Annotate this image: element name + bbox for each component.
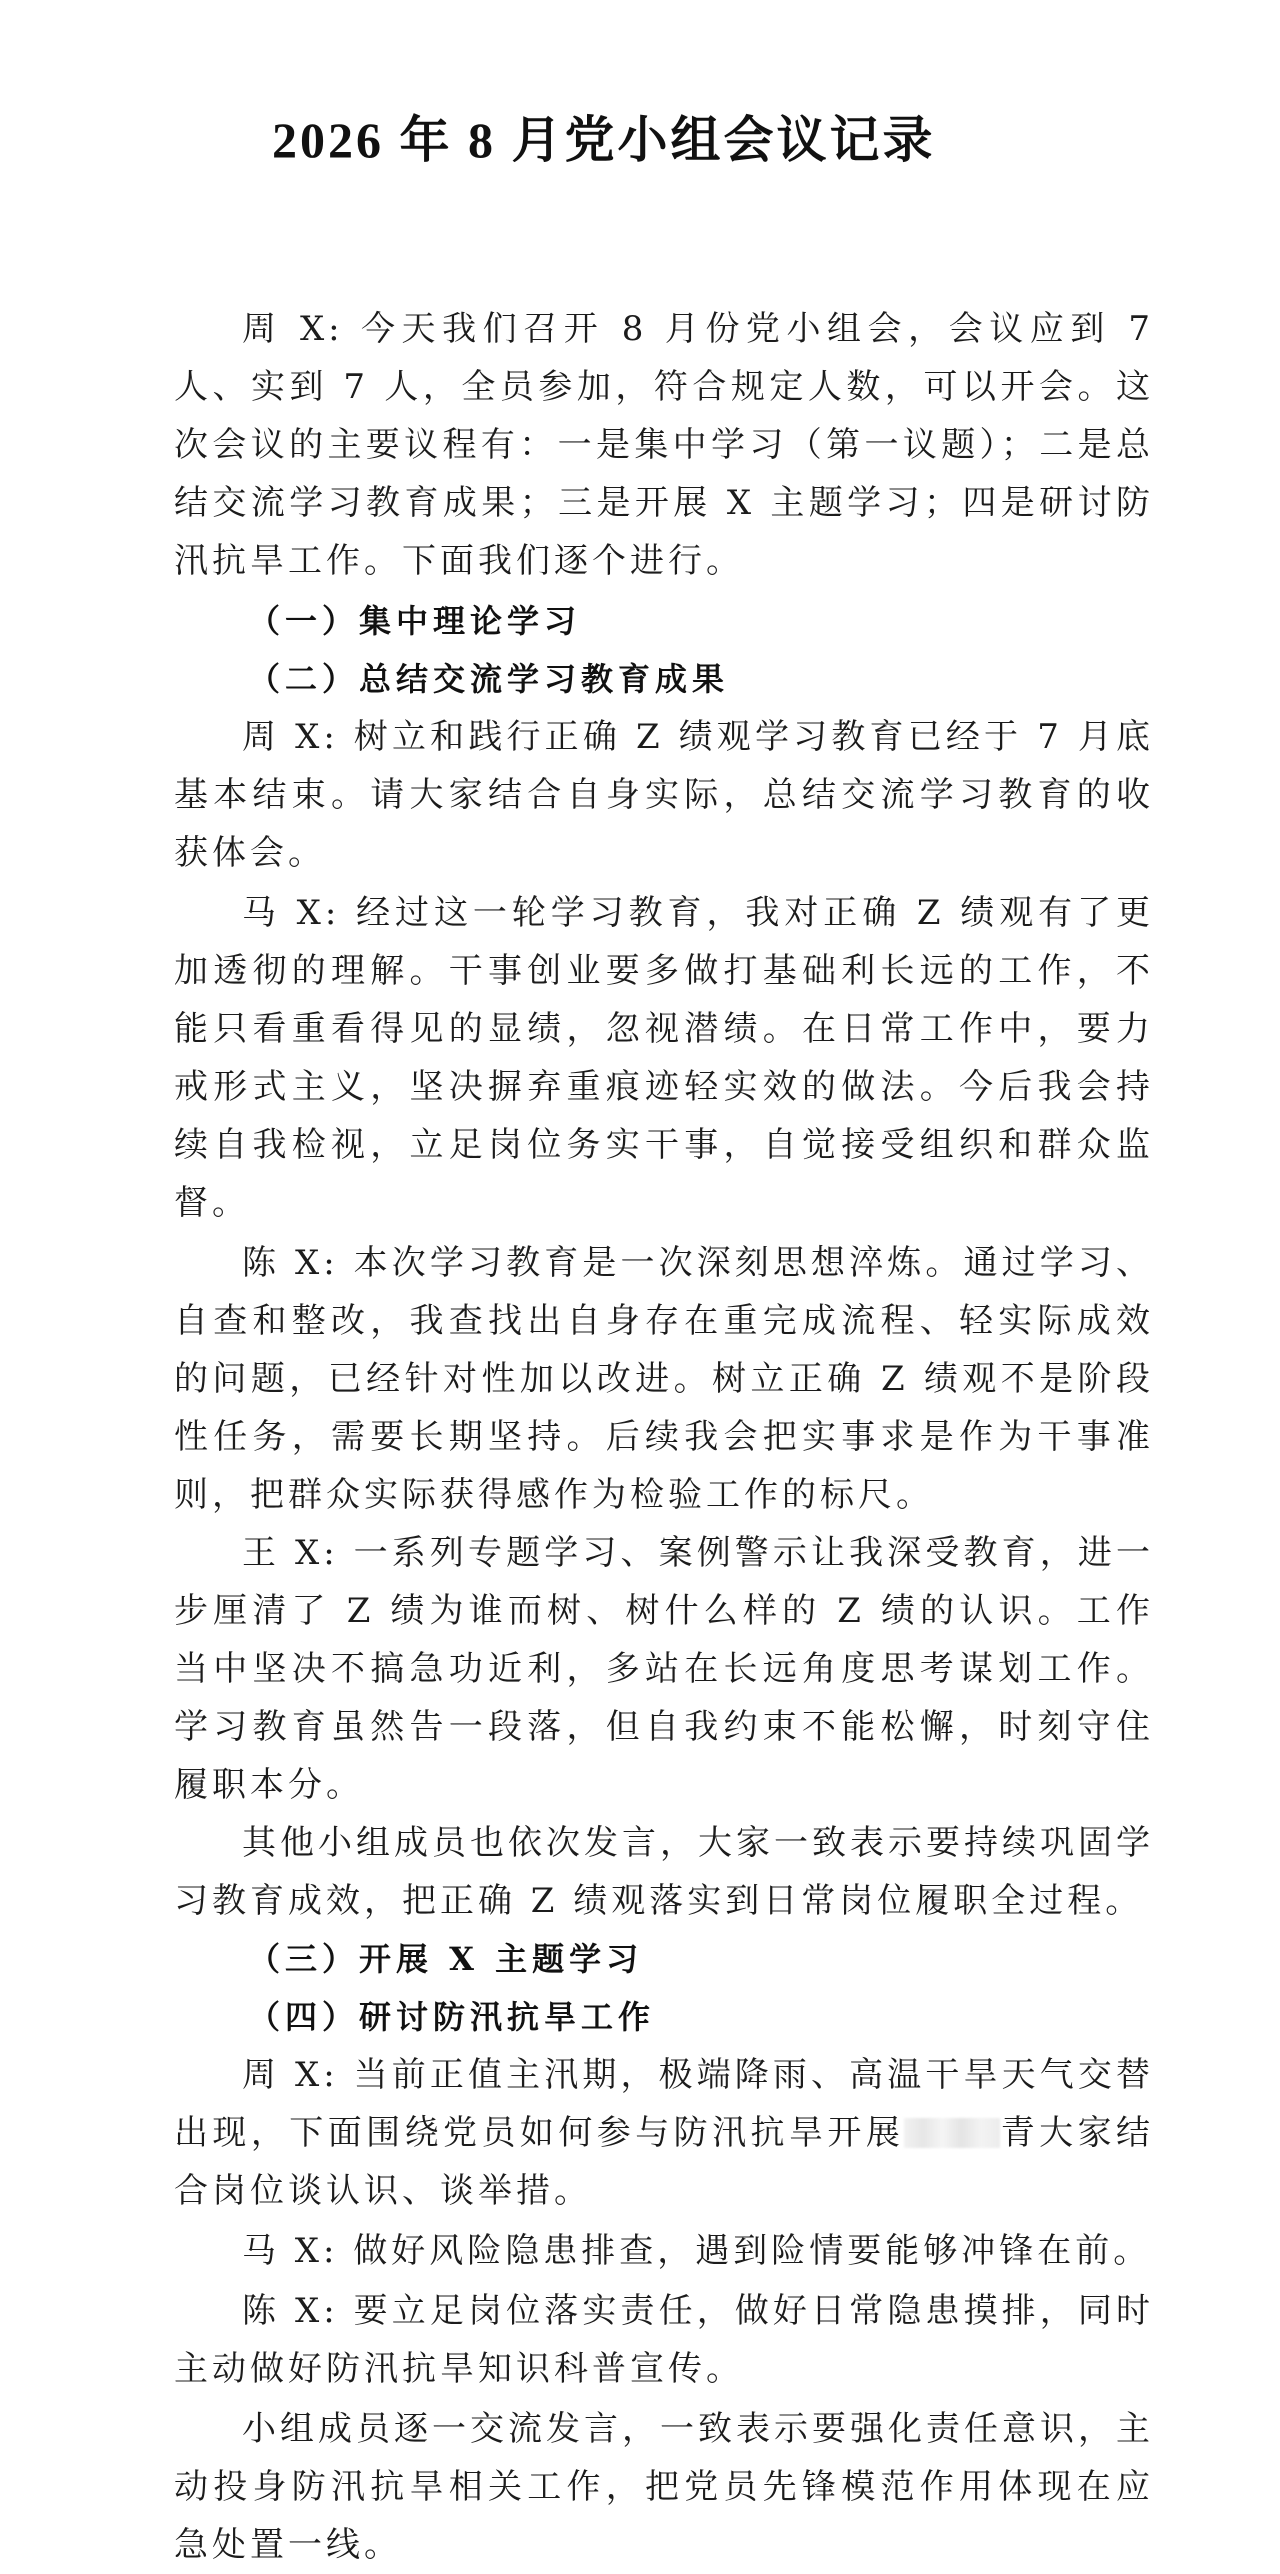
paragraph-chen-2: 陈 X: 要立足岗位落实责任，做好日常隐患摸排，同时主动做好防汛抗旱知识科普宣传。	[174, 2291, 1154, 2389]
section-heading-2: （二）总结交流学习教育成果	[248, 660, 730, 698]
section-heading-3: （三）开展 X 主题学习	[248, 1940, 644, 1978]
paragraph-zhou-2-after: 青大家结合岗位谈认识、谈举措。	[174, 2113, 1155, 2211]
section-heading-1: （一）集中理论学习	[248, 602, 582, 640]
paragraph-zhou-1: 周 X: 树立和践行正确 Z 绩观学习教育已经于 7 月底基本结束。请大家结合自身实际，总结交流学习教育的收获体会。	[174, 717, 1154, 873]
document-title: 2026 年 8 月党小组会议记录	[272, 112, 936, 168]
document-body	[174, 300, 1154, 2574]
paragraph-ma-1: 马 X: 经过这一轮学习教育，我对正确 Z 绩观有了更加透彻的理解。干事创业要多做打基础利长远的工作，不能只看重看得见的显绩，忽视潜绩。在日常工作中，要力戒形式主义，坚决摒弃重痕迹轻实效的做法。今后我会持续自我检视，立足岗位务实干事，自觉接受组织和群众监督。	[174, 893, 1154, 1223]
paragraph-others-1: 其他小组成员也依次发言，大家一致表示要持续巩固学习教育成效，把正确 Z 绩观落实到日常岗位履职全过程。	[174, 1823, 1154, 1921]
paragraph-wang-1: 王 X: 一系列专题学习、案例警示让我深受教育，进一步厘清了 Z 绩为谁而树、树什么样的 Z 绩的认识。工作当中坚决不搞急功近利，多站在长远角度思考谋划工作。学习教育虽然告一段落，但自我约束不能松懈，时刻守住履职本分。	[174, 1533, 1154, 1805]
paragraph-opening: 周 X: 今天我们召开 8 月份党小组会，会议应到 7 人、实到 7 人，全员参加，符合规定人数，可以开会。这次会议的主要议程有：一是集中学习（第一议题）；二是总结交流学习教育成果；三是开展 X 主题学习；四是研讨防汛抗旱工作。下面我们逐个进行。	[174, 309, 1154, 581]
paragraph-chen-1: 陈 X: 本次学习教育是一次深刻思想淬炼。通过学习、自查和整改，我查找出自身存在重完成流程、轻实际成效的问题，已经针对性加以改进。树立正确 Z 绩观不是阶段性任务，需要长期坚持。后续我会把实事求是作为干事准则，把群众实际获得感作为检验工作的标尺。	[174, 1243, 1154, 1515]
paragraph-closing: 小组成员逐一交流发言，一致表示要强化责任意识，主动投身防汛抗旱相关工作，把党员先锋模范作用体现在应急处置一线。	[174, 2409, 1154, 2565]
paragraph-zhou-2-before: 周 X: 当前正值主汛期，极端降雨、高温干旱天气交替出现，下面围绕党员如何参与防汛抗旱开展	[174, 2055, 1154, 2153]
section-heading-4: （四）研讨防汛抗旱工作	[248, 1998, 656, 2036]
paragraph-zhou-2	[174, 2046, 1154, 2220]
redaction-blur	[904, 2118, 1000, 2148]
paragraph-ma-2: 马 X: 做好风险隐患排查，遇到险情要能够冲锋在前。	[242, 2231, 1152, 2271]
